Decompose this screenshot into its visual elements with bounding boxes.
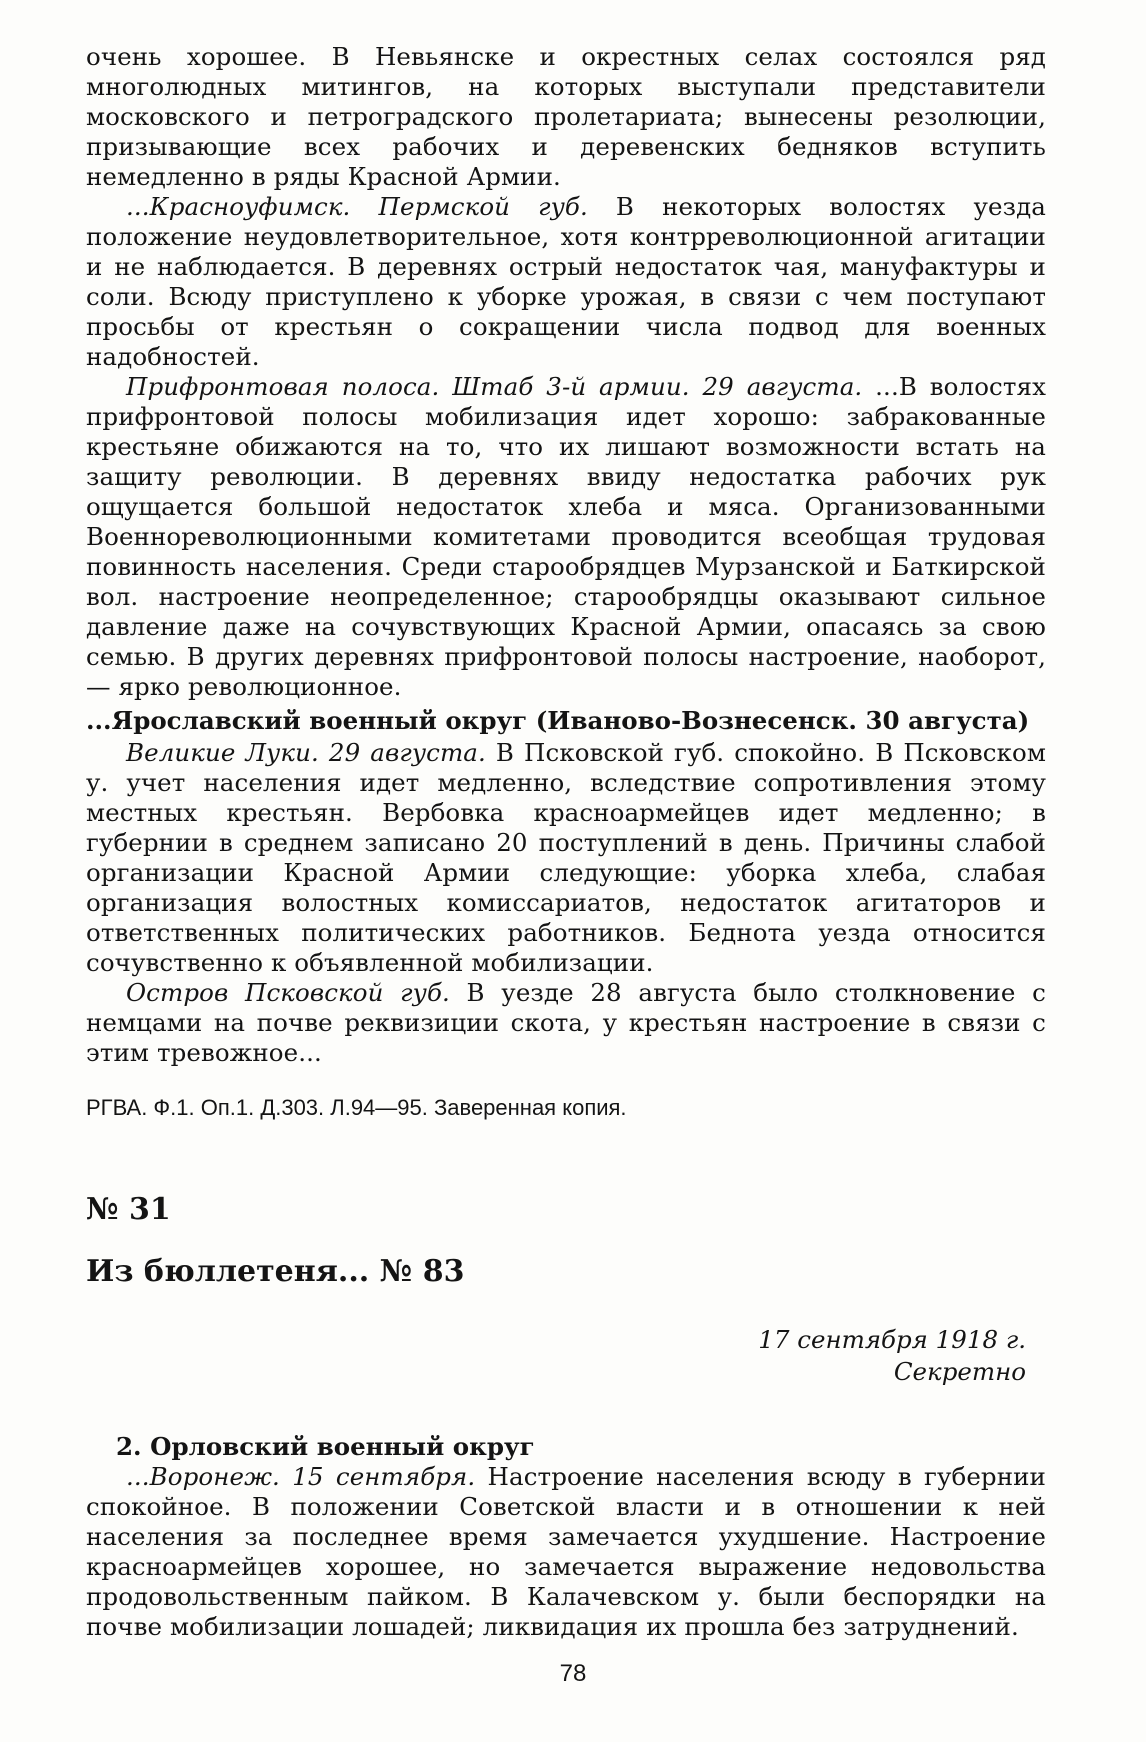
paragraph-text: очень хорошее. В Невьянске и окрестных селах состоялся ряд многолюдных митингов, на которых выступали представители московского и петроградского пролетариата; вынесены резолюции, призывающие всех рабочих и деревенских бедняков вступить немедленно в ряды Красной Армии. bbox=[86, 42, 1046, 191]
page-number: 78 bbox=[559, 1660, 587, 1687]
paragraph-text: Настроение населения всюду в губернии спокойное. В положении Советской власти и в отношении к ней населения за последнее время замечается ухудшение. Настроение красноармейцев хорошее, но замечается выражение недовольства продовольственным пайком. В Калачевском у. были беспорядки на почве мобилизации лошадей; ликвидация их прошла без затруднений. bbox=[86, 1462, 1046, 1641]
document-title: Из бюллетеня... № 83 bbox=[86, 1254, 465, 1289]
document-number: № 31 bbox=[86, 1192, 171, 1227]
paragraph-ostrov bbox=[86, 978, 1046, 1068]
dateline bbox=[86, 1324, 1046, 1388]
orel-district-heading: 2. Орловский военный округ bbox=[116, 1432, 535, 1461]
classification-label: Секретно bbox=[893, 1357, 1026, 1386]
paragraph-krasnoufimsk bbox=[86, 192, 1046, 372]
paragraph-lead: Прифронтовая полоса. Штаб 3-й армии. 29 августа. bbox=[126, 372, 863, 401]
paragraph-front-zone bbox=[86, 372, 1046, 702]
text-column bbox=[86, 42, 1046, 1642]
paragraph-text: В Псковской губ. спокойно. В Псковском у. учет населения идет медленно, вследствие сопротивления этому местных крестьян. Вербовка красноармейцев идет медленно; в губернии в среднем записано 20 поступлений в день. Причины слабой организации Красной Армии следующие: уборка хлеба, слабая организация волостных комиссариатов, недостаток агитаторов и ответственных политических работников. Беднота уезда относится сочувственно к объявленной мобилизации. bbox=[86, 738, 1046, 977]
document-date: 17 сентября 1918 г. bbox=[758, 1325, 1026, 1354]
paragraph-lead: ...Воронеж. 15 сентября. bbox=[126, 1462, 476, 1491]
paragraph-lead: Великие Луки. 29 августа. bbox=[126, 738, 486, 767]
body-text-bottom bbox=[86, 1462, 1046, 1642]
paragraph-lead: Остров Псковской губ. bbox=[126, 978, 450, 1007]
yaroslavl-district-heading: ...Ярославский военный округ (Иваново-Вознесенск. 30 августа) bbox=[86, 706, 1030, 735]
body-text-top bbox=[86, 42, 1046, 702]
paragraph-nevyansk bbox=[86, 42, 1046, 192]
paragraph-text: В некоторых волостях уезда положение неудовлетворительное, хотя контрреволюционной агитации и не наблюдается. В деревнях острый недостаток чая, мануфактуры и соли. Всюду приступлено к уборке урожая, в связи с чем поступают просьбы от крестьян о сокращении числа подвод для военных надобностей. bbox=[86, 192, 1046, 371]
paragraph-text: ...В волостях прифронтовой полосы мобилизация идет хорошо: забракованные крестьяне обижаются на то, что их лишают возможности встать на защиту революции. В деревнях ввиду недостатка рабочих рук ощущается большой недостаток хлеба и мяса. Организованными Военнореволюционными комитетами проводится всеобщая трудовая повинность населения. Среди старообрядцев Мурзанской и Баткирской вол. настроение неопределенное; старообрядцы оказывают сильное давление даже на сочувствующих Красной Армии, опасаясь за свою семью. В других деревнях прифронтовой полосы настроение, наоборот, — ярко революционное. bbox=[86, 372, 1046, 701]
paragraph-voronezh bbox=[86, 1462, 1046, 1642]
paragraph-text: В уезде 28 августа было столкновение с немцами на почве реквизиции скота, у крестьян настроение в связи с этим тревожное... bbox=[86, 978, 1046, 1067]
paragraph-velikie-luki bbox=[86, 738, 1046, 978]
body-text-mid bbox=[86, 738, 1046, 1068]
paragraph-lead: ...Красноуфимск. Пермской губ. bbox=[126, 192, 588, 221]
archive-source-reference: РГВА. Ф.1. Оп.1. Д.303. Л.94—95. Заверенная копия. bbox=[86, 1095, 627, 1120]
